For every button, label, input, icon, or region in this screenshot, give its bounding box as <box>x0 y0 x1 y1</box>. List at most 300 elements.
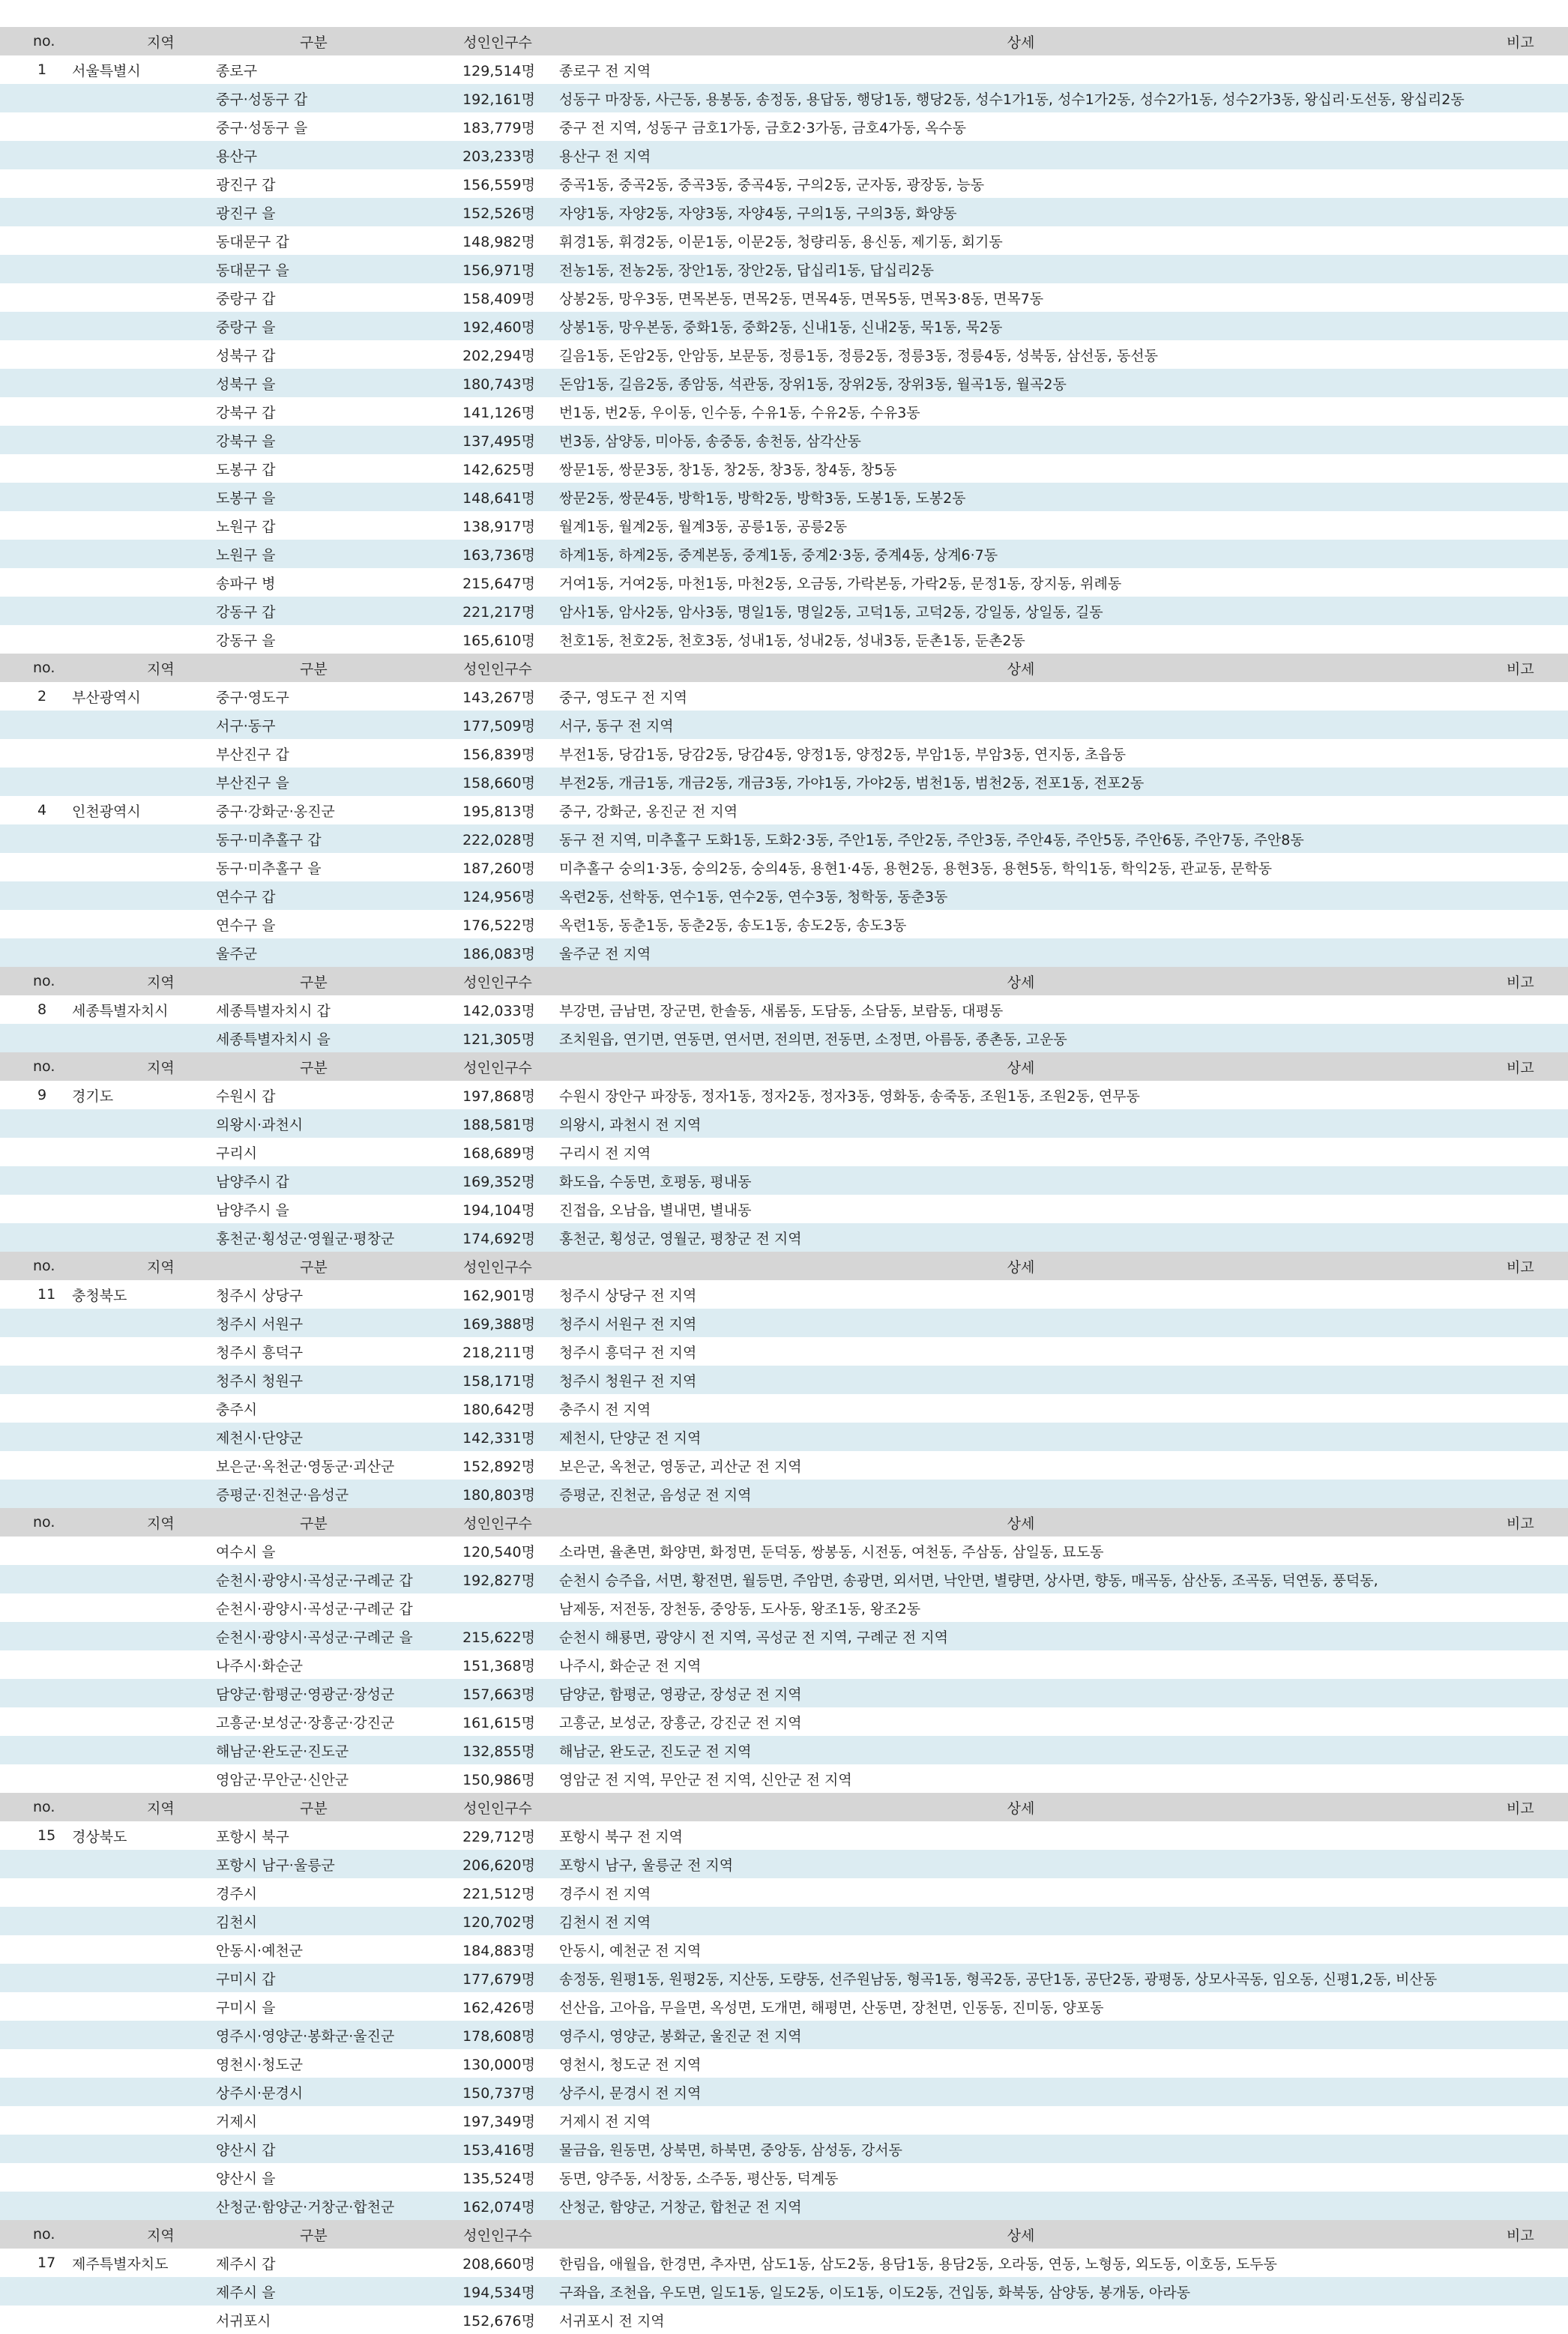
header-region: 지역 <box>147 1059 175 1076</box>
row-district: 서구·동구 <box>216 717 276 735</box>
row-population: 141,126명 <box>462 404 535 421</box>
row-detail: 번3동, 삼양동, 미아동, 송중동, 송천동, 삼각산동 <box>559 432 861 450</box>
row-population: 162,426명 <box>462 1999 535 2016</box>
row-district: 청주시 서원구 <box>216 1315 304 1333</box>
header-detail: 상세 <box>1007 1800 1035 1817</box>
table-row <box>0 1992 1568 2021</box>
row-population: 221,217명 <box>462 603 535 621</box>
header-no: no. <box>33 1514 55 1531</box>
table-row <box>0 2106 1568 2135</box>
row-district: 경주시 <box>216 1885 258 1902</box>
table-row <box>0 1138 1568 1166</box>
row-population: 150,986명 <box>462 1771 535 1788</box>
row-population: 152,892명 <box>462 1458 535 1475</box>
row-detail: 영주시, 영양군, 봉화군, 울진군 전 지역 <box>559 2027 802 2045</box>
row-district: 청주시 청원구 <box>216 1372 304 1390</box>
header-district: 구분 <box>300 1258 328 1276</box>
row-detail: 수원시 장안구 파장동, 정자1동, 정자2동, 정자3동, 영화동, 송죽동, 조원1동, 조원2동, 연무동 <box>559 1088 1140 1105</box>
row-detail: 거제시 전 지역 <box>559 2113 651 2130</box>
table-row <box>0 1736 1568 1764</box>
header-district: 구분 <box>300 1059 328 1076</box>
table-row <box>0 2192 1568 2220</box>
row-population: 184,883명 <box>462 1942 535 1959</box>
row-population: 165,610명 <box>462 632 535 649</box>
row-detail: 안동시, 예천군 전 지역 <box>559 1942 702 1959</box>
row-district: 김천시 <box>216 1914 258 1931</box>
table-row <box>0 1309 1568 1337</box>
row-district: 종로구 <box>216 62 258 79</box>
header-detail: 상세 <box>1007 1515 1035 1532</box>
table-row <box>0 1707 1568 1736</box>
row-population: 137,495명 <box>462 432 535 450</box>
row-population: 222,028명 <box>462 831 535 848</box>
row-district: 충주시 <box>216 1401 258 1418</box>
row-detail: 포항시 남구, 울릉군 전 지역 <box>559 1857 734 1874</box>
row-detail: 상봉1동, 망우본동, 중화1동, 중화2동, 신내1동, 신내2동, 묵1동, 묵2동 <box>559 319 1003 336</box>
row-district: 구미시 을 <box>216 1999 276 2016</box>
row-detail: 성동구 마장동, 사근동, 용봉동, 송정동, 용답동, 행당1동, 행당2동, 성수1가1동, 성수1가2동, 성수2가1동, 성수2가3동, 왕십리·도선동, 왕십리2동 <box>559 91 1465 108</box>
row-detail: 중구 전 지역, 성동구 금호1가동, 금호2·3가동, 금호4가동, 옥수동 <box>559 119 966 136</box>
header-population: 성인인구수 <box>463 34 532 51</box>
header-no: no. <box>33 2226 55 2243</box>
table-row <box>0 397 1568 426</box>
row-detail: 의왕시, 과천시 전 지역 <box>559 1116 702 1133</box>
table-row <box>0 255 1568 283</box>
header-no: no. <box>33 33 55 49</box>
header-region: 지역 <box>147 1800 175 1817</box>
table-row <box>0 1195 1568 1223</box>
row-detail: 하계1동, 하계2동, 중계본동, 중계1동, 중계2·3동, 중계4동, 상계6·7동 <box>559 546 998 564</box>
row-detail: 진접읍, 오남읍, 별내면, 별내동 <box>559 1201 752 1219</box>
row-district: 영암군·무안군·신안군 <box>216 1771 349 1788</box>
table-row <box>0 568 1568 597</box>
row-population: 158,409명 <box>462 290 535 307</box>
row-detail: 순천시 승주읍, 서면, 황전면, 월등면, 주암면, 송광면, 외서면, 낙안면, 별량면, 상사면, 향동, 매곡동, 삼산동, 조곡동, 덕연동, 풍덕동, <box>559 1572 1378 1589</box>
row-detail: 옥련2동, 선학동, 연수1동, 연수2동, 연수3동, 청학동, 동춘3동 <box>559 888 948 905</box>
header-no: no. <box>33 660 55 676</box>
table-header-row <box>0 1508 1568 1537</box>
table-header-row <box>0 2220 1568 2249</box>
row-detail: 영천시, 청도군 전 지역 <box>559 2056 702 2073</box>
row-detail: 미추홀구 숭의1·3동, 숭의2동, 숭의4동, 용현1·4동, 용현2동, 용현3동, 용현5동, 학익1동, 학익2동, 관교동, 문학동 <box>559 860 1272 877</box>
row-population: 142,331명 <box>462 1429 535 1447</box>
table-row <box>0 112 1568 141</box>
table-row <box>0 1366 1568 1394</box>
row-population: 215,622명 <box>462 1629 535 1646</box>
table-row <box>0 540 1568 568</box>
table-row <box>0 2306 1568 2334</box>
row-population: 168,689명 <box>462 1145 535 1162</box>
row-district: 포항시 남구·울릉군 <box>216 1857 335 1874</box>
row-detail: 종로구 전 지역 <box>559 62 651 79</box>
row-region: 경상북도 <box>72 1828 127 1845</box>
header-note: 비고 <box>1507 1515 1534 1532</box>
row-population: 215,647명 <box>462 575 535 592</box>
row-detail: 남제동, 저전동, 장천동, 중앙동, 도사동, 왕조1동, 왕조2동 <box>559 1600 921 1617</box>
header-note: 비고 <box>1507 660 1534 678</box>
table-row <box>0 312 1568 340</box>
row-no: 17 <box>37 2255 56 2271</box>
header-district: 구분 <box>300 660 328 678</box>
row-detail: 서귀포시 전 지역 <box>559 2312 665 2330</box>
row-district: 남양주시 을 <box>216 1201 289 1219</box>
table-row <box>0 881 1568 910</box>
table-row <box>0 1878 1568 1907</box>
row-district: 연수구 을 <box>216 917 276 934</box>
table-row <box>0 369 1568 397</box>
row-population: 202,294명 <box>462 347 535 364</box>
row-population: 162,901명 <box>462 1287 535 1304</box>
row-region: 제주특별자치도 <box>72 2255 169 2273</box>
row-population: 169,352명 <box>462 1173 535 1190</box>
row-detail: 중곡1동, 중곡2동, 중곡3동, 중곡4동, 구의2동, 군자동, 광장동, 능동 <box>559 176 985 193</box>
row-district: 고흥군·보성군·장흥군·강진군 <box>216 1714 395 1731</box>
table-row <box>0 1565 1568 1593</box>
row-population: 151,368명 <box>462 1657 535 1674</box>
table-row <box>0 1622 1568 1650</box>
table-row <box>0 1650 1568 1679</box>
row-detail: 제천시, 단양군 전 지역 <box>559 1429 702 1447</box>
row-district: 구리시 <box>216 1145 258 1162</box>
row-population: 142,625명 <box>462 461 535 478</box>
row-district: 동대문구 을 <box>216 262 289 279</box>
row-detail: 송정동, 원평1동, 원평2동, 지산동, 도량동, 선주원남동, 형곡1동, 형곡2동, 공단1동, 공단2동, 광평동, 상모사곡동, 임오동, 신평1,2동, 비산동 <box>559 1970 1438 1988</box>
row-detail: 휘경1동, 휘경2동, 이문1동, 이문2동, 청량리동, 용신동, 제기동, 회기동 <box>559 233 1003 250</box>
row-district: 동구·미추홀구 을 <box>216 860 322 877</box>
header-population: 성인인구수 <box>463 2227 532 2244</box>
row-detail: 화도읍, 수동면, 호평동, 평내동 <box>559 1173 752 1190</box>
row-district: 도봉구 을 <box>216 489 276 507</box>
row-no: 9 <box>37 1087 47 1103</box>
row-district: 상주시·문경시 <box>216 2084 304 2102</box>
header-district: 구분 <box>300 1515 328 1532</box>
row-district: 송파구 병 <box>216 575 276 592</box>
row-population: 158,171명 <box>462 1372 535 1390</box>
table-row <box>0 55 1568 84</box>
row-district: 나주시·화순군 <box>216 1657 304 1674</box>
row-district: 의왕시·과천시 <box>216 1116 304 1133</box>
row-detail: 영암군 전 지역, 무안군 전 지역, 신안군 전 지역 <box>559 1771 852 1788</box>
row-population: 153,416명 <box>462 2141 535 2159</box>
row-region: 세종특별자치시 <box>72 1002 169 1019</box>
table-row <box>0 141 1568 169</box>
row-district: 구미시 갑 <box>216 1970 276 1988</box>
table-row <box>0 1537 1568 1565</box>
table-row <box>0 426 1568 454</box>
table-row <box>0 625 1568 654</box>
row-detail: 옥련1동, 동춘1동, 동춘2동, 송도1동, 송도2동, 송도3동 <box>559 917 907 934</box>
table-row <box>0 1907 1568 1935</box>
table-header-row <box>0 1793 1568 1821</box>
row-district: 청주시 흥덕구 <box>216 1344 304 1361</box>
row-detail: 길음1동, 돈암2동, 안암동, 보문동, 정릉1동, 정릉2동, 정릉3동, 정릉4동, 성북동, 삼선동, 동선동 <box>559 347 1159 364</box>
row-population: 194,534명 <box>462 2284 535 2301</box>
table-row <box>0 853 1568 881</box>
header-detail: 상세 <box>1007 34 1035 51</box>
row-population: 138,917명 <box>462 518 535 535</box>
table-row <box>0 1423 1568 1451</box>
row-district: 순천시·광양시·곡성군·구례군 갑 <box>216 1600 413 1617</box>
table-row <box>0 2049 1568 2078</box>
row-population: 152,526명 <box>462 205 535 222</box>
header-note: 비고 <box>1507 1800 1534 1817</box>
table-header-row <box>0 1252 1568 1280</box>
row-no: 8 <box>37 1001 47 1018</box>
row-district: 강동구 을 <box>216 632 276 649</box>
header-no: no. <box>33 1799 55 1815</box>
row-district: 홍천군·횡성군·영월군·평창군 <box>216 1230 395 1247</box>
row-population: 206,620명 <box>462 1857 535 1874</box>
row-district: 부산진구 갑 <box>216 746 289 763</box>
header-note: 비고 <box>1507 1258 1534 1276</box>
row-population: 121,305명 <box>462 1031 535 1048</box>
row-population: 180,803명 <box>462 1486 535 1504</box>
table-row <box>0 1394 1568 1423</box>
row-district: 강북구 을 <box>216 432 276 450</box>
row-detail: 고흥군, 보성군, 장흥군, 강진군 전 지역 <box>559 1714 802 1731</box>
row-population: 183,779명 <box>462 119 535 136</box>
table-row <box>0 1280 1568 1309</box>
header-region: 지역 <box>147 34 175 51</box>
row-region: 충청북도 <box>72 1287 127 1304</box>
header-no: no. <box>33 1258 55 1274</box>
row-detail: 선산읍, 고아읍, 무을면, 옥성면, 도개면, 해평면, 산동면, 장천면, 인동동, 진미동, 양포동 <box>559 1999 1104 2016</box>
header-detail: 상세 <box>1007 660 1035 678</box>
header-detail: 상세 <box>1007 1258 1035 1276</box>
table-row <box>0 1223 1568 1252</box>
row-population: 143,267명 <box>462 689 535 706</box>
table-row <box>0 597 1568 625</box>
row-population: 195,813명 <box>462 803 535 820</box>
row-no: 15 <box>37 1827 56 1844</box>
row-detail: 중구, 강화군, 옹진군 전 지역 <box>559 803 738 820</box>
row-detail: 쌍문2동, 쌍문4동, 방학1동, 방학2동, 방학3동, 도봉1동, 도봉2동 <box>559 489 966 507</box>
row-detail: 한림읍, 애월읍, 한경면, 추자면, 삼도1동, 삼도2동, 용담1동, 용담2동, 오라동, 연동, 노형동, 외도동, 이호동, 도두동 <box>559 2255 1277 2273</box>
row-population: 156,839명 <box>462 746 535 763</box>
row-detail: 순천시 해룡면, 광양시 전 지역, 곡성군 전 지역, 구례군 전 지역 <box>559 1629 949 1646</box>
row-detail: 나주시, 화순군 전 지역 <box>559 1657 702 1674</box>
row-population: 192,161명 <box>462 91 535 108</box>
row-district: 순천시·광양시·곡성군·구례군 을 <box>216 1629 413 1646</box>
header-district: 구분 <box>300 2227 328 2244</box>
header-note: 비고 <box>1507 34 1534 51</box>
row-detail: 산청군, 함양군, 거창군, 합천군 전 지역 <box>559 2198 802 2216</box>
row-district: 강북구 갑 <box>216 404 276 421</box>
header-note: 비고 <box>1507 1059 1534 1076</box>
row-district: 제주시 갑 <box>216 2255 276 2273</box>
row-population: 120,702명 <box>462 1914 535 1931</box>
table-row <box>0 2021 1568 2049</box>
row-district: 부산진구 을 <box>216 774 289 791</box>
row-district: 중구·성동구 을 <box>216 119 308 136</box>
row-population: 142,033명 <box>462 1002 535 1019</box>
table-row <box>0 1480 1568 1508</box>
row-detail: 월계1동, 월계2동, 월계3동, 공릉1동, 공릉2동 <box>559 518 848 535</box>
row-population: 229,712명 <box>462 1828 535 1845</box>
table-row <box>0 1024 1568 1052</box>
table-row <box>0 711 1568 739</box>
row-population: 135,524명 <box>462 2170 535 2187</box>
row-district: 중구·강화군·옹진군 <box>216 803 335 820</box>
table-row <box>0 84 1568 112</box>
row-population: 177,509명 <box>462 717 535 735</box>
row-population: 152,676명 <box>462 2312 535 2330</box>
row-district: 보은군·옥천군·영동군·괴산군 <box>216 1458 395 1475</box>
row-detail: 거여1동, 거여2동, 마천1동, 마천2동, 오금동, 가락본동, 가락2동, 문정1동, 장지동, 위례동 <box>559 575 1122 592</box>
row-detail: 울주군 전 지역 <box>559 945 651 962</box>
row-detail: 구좌읍, 조천읍, 우도면, 일도1동, 일도2동, 이도1동, 이도2동, 건입동, 화북동, 삼양동, 봉개동, 아라동 <box>559 2284 1190 2301</box>
header-population: 성인인구수 <box>463 660 532 678</box>
row-district: 노원구 갑 <box>216 518 276 535</box>
row-district: 강동구 갑 <box>216 603 276 621</box>
row-detail: 상주시, 문경시 전 지역 <box>559 2084 702 2102</box>
row-district: 동대문구 갑 <box>216 233 289 250</box>
row-district: 포항시 북구 <box>216 1828 289 1845</box>
row-district: 도봉구 갑 <box>216 461 276 478</box>
header-region: 지역 <box>147 2227 175 2244</box>
row-detail: 부강면, 금남면, 장군면, 한솔동, 새롬동, 도담동, 소담동, 보람동, 대평동 <box>559 1002 1004 1019</box>
row-district: 용산구 <box>216 148 258 165</box>
row-population: 130,000명 <box>462 2056 535 2073</box>
row-district: 서귀포시 <box>216 2312 271 2330</box>
table-row <box>0 1081 1568 1109</box>
row-detail: 중구, 영도구 전 지역 <box>559 689 687 706</box>
table-row <box>0 1935 1568 1964</box>
row-detail: 동구 전 지역, 미추홀구 도화1동, 도화2·3동, 주안1동, 주안2동, 주안3동, 주안4동, 주안5동, 주안6동, 주안7동, 주안8동 <box>559 831 1304 848</box>
header-population: 성인인구수 <box>463 1800 532 1817</box>
row-detail: 돈암1동, 길음2동, 종암동, 석관동, 장위1동, 장위2동, 장위3동, 월곡1동, 월곡2동 <box>559 376 1067 393</box>
row-district: 영주시·영양군·봉화군·울진군 <box>216 2027 395 2045</box>
row-district: 성북구 을 <box>216 376 276 393</box>
row-detail: 용산구 전 지역 <box>559 148 651 165</box>
table-row <box>0 682 1568 711</box>
table-row <box>0 1850 1568 1878</box>
row-detail: 조치원읍, 연기면, 연동면, 연서면, 전의면, 전동면, 소정면, 아름동, 종촌동, 고운동 <box>559 1031 1067 1048</box>
row-district: 연수구 갑 <box>216 888 276 905</box>
table-header-row <box>0 967 1568 995</box>
row-population: 186,083명 <box>462 945 535 962</box>
row-population: 208,660명 <box>462 2255 535 2273</box>
row-district: 산청군·함양군·거창군·합천군 <box>216 2198 395 2216</box>
row-detail: 천호1동, 천호2동, 천호3동, 성내1동, 성내2동, 성내3동, 둔촌1동, 둔촌2동 <box>559 632 1025 649</box>
table-row <box>0 511 1568 540</box>
table-row <box>0 768 1568 796</box>
table-row <box>0 454 1568 483</box>
row-detail: 물금읍, 원동면, 상북면, 하북면, 중앙동, 삼성동, 강서동 <box>559 2141 902 2159</box>
row-district: 세종특별자치시 을 <box>216 1031 331 1048</box>
row-detail: 구리시 전 지역 <box>559 1145 651 1162</box>
header-district: 구분 <box>300 34 328 51</box>
table-row <box>0 824 1568 853</box>
row-population: 157,663명 <box>462 1686 535 1703</box>
table-row <box>0 739 1568 768</box>
row-population: 158,660명 <box>462 774 535 791</box>
header-population: 성인인구수 <box>463 1258 532 1276</box>
row-population: 150,737명 <box>462 2084 535 2102</box>
row-district: 중랑구 을 <box>216 319 276 336</box>
row-district: 해남군·완도군·진도군 <box>216 1743 349 1760</box>
row-district: 동구·미추홀구 갑 <box>216 831 322 848</box>
row-detail: 청주시 흥덕구 전 지역 <box>559 1344 697 1361</box>
row-district: 청주시 상당구 <box>216 1287 304 1304</box>
table-header-row <box>0 27 1568 55</box>
table-row <box>0 1166 1568 1195</box>
row-no: 2 <box>37 688 47 705</box>
row-population: 156,559명 <box>462 176 535 193</box>
table-row <box>0 1679 1568 1707</box>
row-population: 187,260명 <box>462 860 535 877</box>
row-detail: 경주시 전 지역 <box>559 1885 651 1902</box>
row-district: 양산시 을 <box>216 2170 276 2187</box>
row-detail: 서구, 동구 전 지역 <box>559 717 674 735</box>
header-population: 성인인구수 <box>463 974 532 991</box>
row-district: 울주군 <box>216 945 258 962</box>
row-district: 수원시 갑 <box>216 1088 276 1105</box>
table-row <box>0 938 1568 967</box>
table-header-row <box>0 1052 1568 1081</box>
row-detail: 홍천군, 횡성군, 영월군, 평창군 전 지역 <box>559 1230 802 1247</box>
row-district: 중구·영도구 <box>216 689 289 706</box>
table-row <box>0 1821 1568 1850</box>
row-district: 세종특별자치시 갑 <box>216 1002 331 1019</box>
row-population: 180,743명 <box>462 376 535 393</box>
row-population: 162,074명 <box>462 2198 535 2216</box>
row-population: 169,388명 <box>462 1315 535 1333</box>
row-population: 163,736명 <box>462 546 535 564</box>
header-region: 지역 <box>147 974 175 991</box>
row-detail: 소라면, 율촌면, 화양면, 화정면, 둔덕동, 쌍봉동, 시전동, 여천동, 주삼동, 삼일동, 묘도동 <box>559 1543 1104 1560</box>
row-no: 4 <box>37 802 47 818</box>
row-detail: 증평군, 진천군, 음성군 전 지역 <box>559 1486 752 1504</box>
table-row <box>0 1109 1568 1138</box>
header-detail: 상세 <box>1007 974 1035 991</box>
row-no: 11 <box>37 1286 56 1303</box>
header-note: 비고 <box>1507 974 1534 991</box>
table-row <box>0 169 1568 198</box>
row-detail: 동면, 양주동, 서창동, 소주동, 평산동, 덕계동 <box>559 2170 839 2187</box>
row-district: 성북구 갑 <box>216 347 276 364</box>
row-district: 광진구 갑 <box>216 176 276 193</box>
row-detail: 전농1동, 전농2동, 장안1동, 장안2동, 답십리1동, 답십리2동 <box>559 262 935 279</box>
row-population: 197,349명 <box>462 2113 535 2130</box>
row-detail: 충주시 전 지역 <box>559 1401 651 1418</box>
table-row <box>0 1593 1568 1622</box>
row-district: 안동시·예천군 <box>216 1942 304 1959</box>
row-district: 중랑구 갑 <box>216 290 276 307</box>
row-region: 경기도 <box>72 1088 114 1105</box>
row-district: 담양군·함평군·영광군·장성군 <box>216 1686 395 1703</box>
row-population: 192,827명 <box>462 1572 535 1589</box>
table-row <box>0 796 1568 824</box>
row-region: 인천광역시 <box>72 803 141 820</box>
row-detail: 청주시 서원구 전 지역 <box>559 1315 697 1333</box>
table-header-row <box>0 654 1568 682</box>
table-row <box>0 995 1568 1024</box>
table-row <box>0 340 1568 369</box>
row-detail: 해남군, 완도군, 진도군 전 지역 <box>559 1743 752 1760</box>
row-population: 194,104명 <box>462 1201 535 1219</box>
table-row <box>0 1964 1568 1992</box>
row-detail: 쌍문1동, 쌍문3동, 창1동, 창2동, 창3동, 창4동, 창5동 <box>559 461 897 478</box>
table-row <box>0 2163 1568 2192</box>
row-detail: 보은군, 옥천군, 영동군, 괴산군 전 지역 <box>559 1458 802 1475</box>
row-population: 129,514명 <box>462 62 535 79</box>
row-detail: 자양1동, 자양2동, 자양3동, 자양4동, 구의1동, 구의3동, 화양동 <box>559 205 957 222</box>
table-row <box>0 198 1568 226</box>
table-row <box>0 2249 1568 2277</box>
row-population: 177,679명 <box>462 1970 535 1988</box>
table-row <box>0 283 1568 312</box>
